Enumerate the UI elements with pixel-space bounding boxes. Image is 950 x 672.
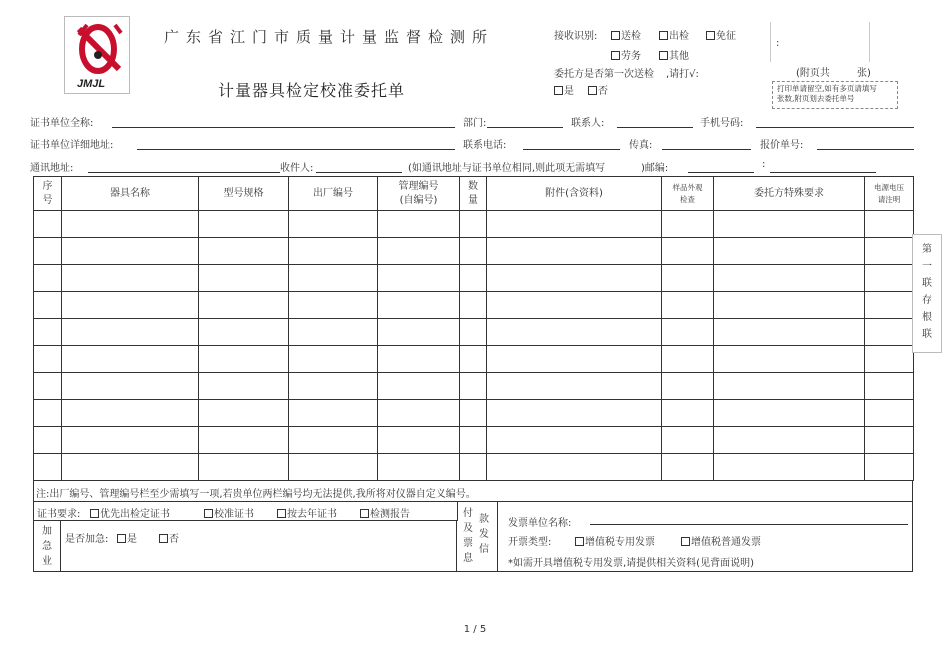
mail-address-label: 通讯地址: — [30, 163, 74, 174]
option-other[interactable]: 其他 — [659, 47, 689, 62]
table-cell[interactable] — [62, 265, 199, 292]
table-cell[interactable] — [662, 292, 714, 319]
table-cell[interactable] — [714, 292, 865, 319]
table-cell[interactable] — [460, 211, 487, 238]
table-row — [34, 373, 914, 400]
checkbox-icon — [659, 51, 668, 60]
col-qty: 数 量 — [460, 177, 487, 211]
first-time-tick-hint: ,请打√: — [666, 69, 699, 80]
table-cell[interactable] — [662, 319, 714, 346]
table-cell[interactable] — [289, 400, 378, 427]
table-cell[interactable] — [662, 400, 714, 427]
table-cell[interactable] — [714, 211, 865, 238]
table-cell[interactable] — [199, 238, 289, 265]
table-cell[interactable] — [62, 427, 199, 454]
table-cell[interactable] — [34, 400, 62, 427]
print-note-line2: 张数,附页划去委托单号 — [777, 94, 855, 103]
table-cell[interactable] — [714, 319, 865, 346]
table-cell[interactable] — [34, 238, 62, 265]
table-cell[interactable] — [460, 400, 487, 427]
table-note-row — [33, 481, 913, 502]
option-send-check[interactable]: 送检 — [611, 27, 641, 42]
table-cell[interactable] — [714, 346, 865, 373]
table-cell[interactable] — [460, 427, 487, 454]
urgent-yes[interactable]: 是 — [117, 530, 137, 545]
invoice-type-label: 开票类型: — [508, 537, 552, 548]
checkbox-icon — [554, 86, 563, 95]
table-cell[interactable] — [487, 319, 662, 346]
department-label: 部门: — [463, 118, 487, 129]
recipient-label: 收件人: — [280, 163, 314, 174]
attach-pages-label: (附页共 — [796, 68, 830, 79]
quote-no-input[interactable] — [817, 149, 914, 150]
table-cell[interactable] — [487, 427, 662, 454]
invoice-vat-normal[interactable]: 增值税普通发票 — [681, 533, 761, 548]
urgent-label: 加 急 业 — [34, 520, 61, 572]
mail-address-input[interactable] — [88, 172, 280, 173]
cert-unit-name-input[interactable] — [112, 127, 455, 128]
table-cell[interactable] — [662, 427, 714, 454]
recipient-input[interactable] — [316, 172, 402, 173]
col-seq: 序 号 — [34, 177, 62, 211]
table-cell[interactable] — [460, 238, 487, 265]
cert-unit-address-label: 证书单位详细地址: — [30, 140, 114, 151]
receipt-label: 接收识别: — [554, 31, 598, 42]
table-cell[interactable] — [378, 265, 460, 292]
table-cell[interactable] — [662, 265, 714, 292]
table-cell[interactable] — [289, 427, 378, 454]
table-cell[interactable] — [378, 292, 460, 319]
table-cell[interactable] — [34, 319, 62, 346]
postcode-label: )邮编: — [641, 163, 669, 174]
print-note-line1: 打印单请留空,如有多页请填写 — [777, 84, 877, 93]
table-cell[interactable] — [378, 454, 460, 481]
extra-input[interactable] — [770, 172, 876, 173]
table-cell[interactable] — [662, 373, 714, 400]
page-number: 1 / 5 — [463, 624, 487, 635]
cert-opt-priority[interactable]: 优先出检定证书 — [90, 505, 170, 520]
table-cell[interactable] — [378, 400, 460, 427]
order-number-box[interactable] — [770, 22, 870, 62]
table-cell[interactable] — [662, 454, 714, 481]
checkbox-icon — [588, 86, 597, 95]
table-cell[interactable] — [487, 373, 662, 400]
table-cell[interactable] — [62, 346, 199, 373]
table-cell[interactable] — [714, 454, 865, 481]
checkbox-icon — [204, 509, 213, 518]
table-cell[interactable] — [62, 400, 199, 427]
option-exempt[interactable]: 免征 — [706, 27, 736, 42]
table-cell[interactable] — [289, 292, 378, 319]
table-cell[interactable] — [62, 238, 199, 265]
fax-label: 传真: — [629, 140, 653, 151]
payment-label: 付 及 票 息 款 发 信 — [457, 502, 498, 572]
table-cell[interactable] — [378, 319, 460, 346]
postcode-input[interactable] — [688, 172, 754, 173]
table-cell[interactable] — [378, 373, 460, 400]
department-input[interactable] — [487, 127, 563, 128]
table-cell[interactable] — [199, 319, 289, 346]
first-time-question: 委托方是否第一次送检 — [554, 69, 654, 80]
table-note: 注:出厂编号、管理编号栏至少需填写一项,若贵单位两栏编号均无法提供,我所将对仪器自定义编号。 — [36, 489, 476, 500]
table-cell[interactable] — [487, 454, 662, 481]
table-cell[interactable] — [714, 265, 865, 292]
invoice-unit-input[interactable] — [590, 524, 908, 525]
instrument-table — [33, 176, 914, 481]
bottom-section — [33, 501, 913, 572]
company-logo — [64, 16, 130, 94]
table-cell[interactable] — [865, 238, 914, 265]
table-cell[interactable] — [714, 373, 865, 400]
checkbox-icon — [706, 31, 715, 40]
print-note-box — [772, 81, 898, 109]
table-cell[interactable] — [199, 427, 289, 454]
quote-no-label: 报价单号: — [760, 140, 804, 151]
table-cell[interactable] — [378, 427, 460, 454]
table-cell[interactable] — [460, 292, 487, 319]
table-cell[interactable] — [199, 400, 289, 427]
checkbox-icon — [90, 509, 99, 518]
table-cell[interactable] — [34, 292, 62, 319]
table-cell[interactable] — [289, 373, 378, 400]
logo-emblem-icon — [65, 17, 129, 93]
table-cell[interactable] — [865, 292, 914, 319]
invoice-vat-note: *如需开具增值税专用发票,请提供相关资料(见背面说明) — [508, 558, 754, 569]
table-cell[interactable] — [289, 238, 378, 265]
checkbox-icon — [277, 509, 286, 518]
table-cell[interactable] — [487, 238, 662, 265]
table-cell[interactable] — [378, 346, 460, 373]
attach-pages-unit: 张) — [857, 68, 871, 79]
checkbox-icon — [360, 509, 369, 518]
table-cell[interactable] — [865, 265, 914, 292]
table-cell[interactable] — [34, 211, 62, 238]
table-cell[interactable] — [865, 427, 914, 454]
table-cell[interactable] — [662, 238, 714, 265]
table-cell[interactable] — [460, 265, 487, 292]
table-cell[interactable] — [62, 454, 199, 481]
table-row — [34, 400, 914, 427]
table-cell[interactable] — [289, 454, 378, 481]
table-cell[interactable] — [289, 319, 378, 346]
checkbox-icon — [611, 31, 620, 40]
form-title: 计量器具检定校准委托单 — [218, 81, 406, 100]
col-accessories: 附件(含资料) — [487, 177, 662, 211]
table-row — [34, 292, 914, 319]
table-cell[interactable] — [460, 454, 487, 481]
invoice-unit-label: 发票单位名称: — [508, 518, 572, 529]
table-cell[interactable] — [460, 346, 487, 373]
table-cell[interactable] — [62, 373, 199, 400]
table-cell[interactable] — [460, 319, 487, 346]
table-row — [34, 454, 914, 481]
cert-opt-calibration[interactable]: 校准证书 — [204, 505, 254, 520]
table-cell[interactable] — [62, 292, 199, 319]
col-name: 器具名称 — [62, 177, 199, 211]
cert-opt-last-year[interactable]: 按去年证书 — [277, 505, 337, 520]
checkbox-icon — [117, 534, 126, 543]
invoice-vat-special[interactable]: 增值税专用发票 — [575, 533, 655, 548]
table-cell[interactable] — [662, 346, 714, 373]
table-cell[interactable] — [34, 373, 62, 400]
urgent-question: 是否加急: — [65, 534, 109, 545]
table-cell[interactable] — [289, 265, 378, 292]
table-cell[interactable] — [865, 373, 914, 400]
table-cell[interactable] — [487, 400, 662, 427]
col-appearance: 样品外观 检查 — [662, 177, 714, 211]
table-cell[interactable] — [199, 292, 289, 319]
cert-req-label: 证书要求: — [37, 509, 81, 520]
table-cell[interactable] — [378, 238, 460, 265]
checkbox-icon — [659, 31, 668, 40]
table-cell[interactable] — [199, 211, 289, 238]
table-cell[interactable] — [865, 346, 914, 373]
mobile-input[interactable] — [756, 127, 914, 128]
checkbox-icon — [681, 537, 690, 546]
table-cell[interactable] — [62, 319, 199, 346]
copy-stub-tab: 第 一 联 存 根 联 — [912, 234, 942, 353]
table-row — [34, 211, 914, 238]
contact-label: 联系人: — [571, 118, 605, 129]
table-cell[interactable] — [487, 346, 662, 373]
svg-text:JMJL: JMJL — [77, 78, 106, 90]
table-row — [34, 238, 914, 265]
table-cell[interactable] — [487, 265, 662, 292]
table-cell[interactable] — [34, 265, 62, 292]
first-time-no[interactable]: 否 — [588, 82, 608, 97]
table-row — [34, 265, 914, 292]
col-power: 电源电压 请注明 — [865, 177, 914, 211]
option-field-check[interactable]: 出检 — [659, 27, 689, 42]
table-row — [34, 319, 914, 346]
cert-opt-test-report[interactable]: 检测报告 — [360, 505, 410, 520]
col-special: 委托方特殊要求 — [714, 177, 865, 211]
phone-input[interactable] — [523, 149, 620, 150]
same-address-note: (如通讯地址与证书单位相同,则此项无需填写 — [408, 163, 606, 174]
table-cell[interactable] — [62, 211, 199, 238]
table-row — [34, 427, 914, 454]
table-cell[interactable] — [199, 265, 289, 292]
table-cell[interactable] — [34, 454, 62, 481]
postcode-colon: : — [762, 159, 766, 170]
urgent-no[interactable]: 否 — [159, 530, 179, 545]
table-cell[interactable] — [865, 211, 914, 238]
urgent-row — [61, 520, 457, 572]
col-model: 型号规格 — [199, 177, 289, 211]
col-serial: 出厂编号 — [289, 177, 378, 211]
fax-input[interactable] — [662, 149, 751, 150]
cert-unit-address-input[interactable] — [137, 149, 455, 150]
table-cell[interactable] — [378, 211, 460, 238]
table-cell[interactable] — [199, 454, 289, 481]
cert-req-row — [34, 502, 458, 521]
mobile-label: 手机号码: — [700, 118, 744, 129]
table-cell[interactable] — [34, 346, 62, 373]
table-cell[interactable] — [487, 292, 662, 319]
table-cell[interactable] — [487, 211, 662, 238]
table-cell[interactable] — [34, 427, 62, 454]
col-mgmt: 管理编号 (自编号) — [378, 177, 460, 211]
checkbox-icon — [611, 51, 620, 60]
table-row — [34, 346, 914, 373]
first-time-yes[interactable]: 是 — [554, 82, 574, 97]
option-labor[interactable]: 劳务 — [611, 47, 641, 62]
table-cell[interactable] — [714, 400, 865, 427]
org-title: 广东省江门市质量计量监督检测所 — [164, 28, 495, 46]
table-cell[interactable] — [199, 346, 289, 373]
order-number-colon: : — [776, 38, 780, 49]
table-cell[interactable] — [865, 319, 914, 346]
checkbox-icon — [575, 537, 584, 546]
table-header-row — [34, 177, 914, 211]
table-cell[interactable] — [865, 400, 914, 427]
table-cell[interactable] — [662, 211, 714, 238]
cert-unit-name-label: 证书单位全称: — [30, 118, 94, 129]
phone-label: 联系电话: — [463, 140, 507, 151]
table-cell[interactable] — [460, 373, 487, 400]
table-cell[interactable] — [289, 211, 378, 238]
table-cell[interactable] — [714, 238, 865, 265]
table-cell[interactable] — [714, 427, 865, 454]
table-cell[interactable] — [289, 346, 378, 373]
table-cell[interactable] — [865, 454, 914, 481]
table-cell[interactable] — [199, 373, 289, 400]
checkbox-icon — [159, 534, 168, 543]
contact-input[interactable] — [617, 127, 693, 128]
